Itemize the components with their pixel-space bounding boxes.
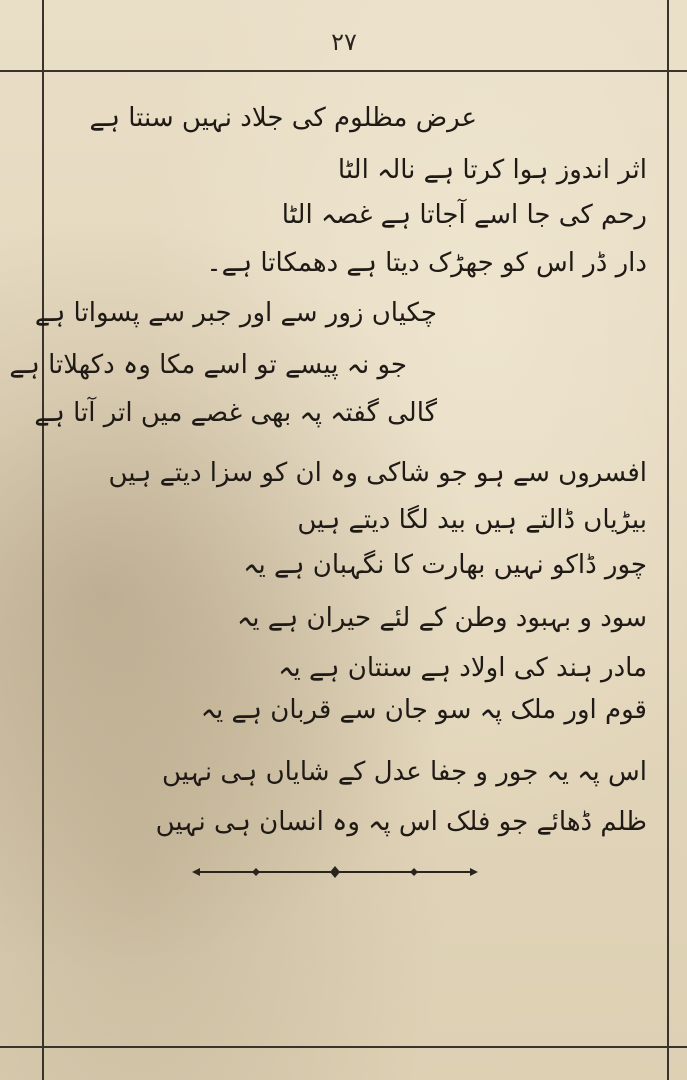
verse-line-2: اثر اندوز ہوا کرتا ہے نالہ الٹا <box>337 155 647 185</box>
left-margin-rule <box>42 0 44 1080</box>
verse-line-3: رحم کی جا اسے آجاتا ہے غصہ الٹا <box>281 200 647 230</box>
verse-line-6: جو نہ پیسے تو اسے مکا وہ دکھلاتا ہے <box>9 350 407 380</box>
verse-line-12: مادر ہند کی اولاد ہے سنتان ہے یہ <box>278 653 647 683</box>
verse-line-14: اس پہ یہ جور و جفا عدل کے شایاں ہی نہیں <box>162 757 647 787</box>
verse-line-11: سود و بہبود وطن کے لئے حیران ہے یہ <box>237 603 647 633</box>
verse-line-8: افسروں سے ہو جو شاکی وہ ان کو سزا دیتے ہیں <box>108 458 647 488</box>
verse-line-10: چور ڈاکو نہیں بھارت کا نگہبان ہے یہ <box>243 550 647 580</box>
section-end-ornament <box>190 862 480 882</box>
verse-line-9: بیڑیاں ڈالتے ہیں بید لگا دیتے ہیں <box>297 505 647 535</box>
bottom-border-rule <box>0 1046 687 1048</box>
verse-line-7: گالی گفتہ پہ بھی غصے میں اتر آتا ہے <box>34 398 437 428</box>
verse-line-5: چکیاں زور سے اور جبر سے پسواتا ہے <box>34 298 437 328</box>
right-margin-rule <box>667 0 669 1080</box>
verse-line-4: دار ڈر اس کو جھڑک دیتا ہے دھمکاتا ہے۔ <box>206 248 647 278</box>
page-number: ۲۷ <box>331 28 357 56</box>
verse-line-15: ظلم ڈھائے جو فلک اس پہ وہ انسان ہی نہیں <box>155 807 647 837</box>
top-border-rule <box>0 70 687 72</box>
verse-line-13: قوم اور ملک پہ سو جان سے قربان ہے یہ <box>200 695 647 725</box>
verse-line-1: عرض مظلوم کی جلاد نہیں سنتا ہے <box>89 103 477 133</box>
